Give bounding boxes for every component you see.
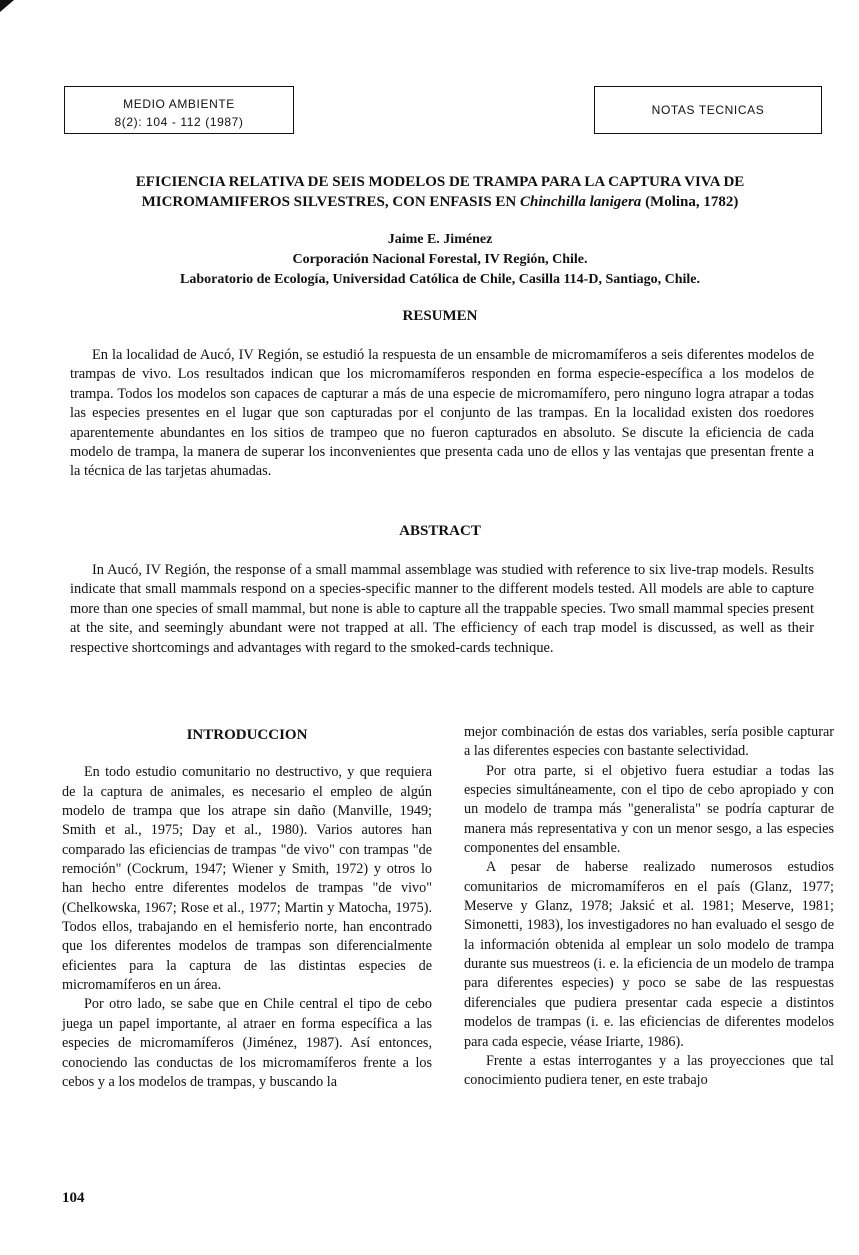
title-line-2-suffix: (Molina, 1782): [641, 194, 739, 210]
journal-citation-box: [64, 86, 294, 134]
author-affiliation-2: Laboratorio de Ecología, Universidad Católica de Chile, Casilla 114-D, Santiago, Chile.: [180, 272, 700, 287]
intro-paragraph-1: En todo estudio comunitario no destructivo, y que requiera de la captura de animales, es necesario el empleo de algún modelo de trampa que los atrape sin daño (Manville, 1949; Smith et al., 1975; Day et al., 1980). Varios autores han comparado las eficiencias de trampas "de vivo" con trampas "de remoción" (Cockrum, 1947; Wiener y Smith, 1972) y otros lo han hecho entre diferentes modelos de trampas "de vivo" (Chelkowska, 1967; Rose et al., 1977; Martin y Matocha, 1975). Todos ellos, trabajando en el hemisferio norte, han encontrado que los diferentes modelos de trampas son diferencialmente eficientes para la captura de las distintas especies de micromamíferos en un área.: [62, 764, 432, 994]
journal-name: MEDIO AMBIENTE: [123, 97, 235, 111]
title-line-2-prefix: MICROMAMIFEROS SILVESTRES, CON ENFASIS EN: [141, 194, 521, 210]
intro-paragraph-5: A pesar de haberse realizado numerosos estudios comunitarios de micromamíferos en el país (Glanz, 1977; Meserve y Glanz, 1978; Jaksić et al. 1981; Meserve, 1981; Simonetti, 1983), los investigadores no han evaluado el sesgo de la información obtenida al emplear un solo modelo de trampa durante sus muestreos (i. e. la eficiencia de un modelo de trampa para diferentes especies) y poco se sabe de las respuestas diferenciales que pudiera presentar cada especie a distintos modelos de trampas (i. e. las eficiencias de diferentes modelos para cada especie, véase Iriarte, 1986).: [464, 859, 834, 1050]
resumen-text: En la localidad de Aucó, IV Región, se estudió la respuesta de un ensamble de micromamíferos a seis diferentes modelos de trampas de vivo. Los resultados indican que los micromamíferos responden en forma especie-específica a los modelos de trampa. Todos los modelos son capaces de capturar a más de una especie de micromamífero, pero ninguno logra atrapar a todas las especies presentes en el lugar que son capturadas por el conjunto de las trampas. En la localidad existen dos roedores aparentemente abundantes en los sitios de trampeo que no fueron capturados en absoluto. Se discute la eficiencia de cada modelo de trampa, la manera de superar los inconvenientes que presenta cada uno de ellos y las ventajas que presentan frente a la técnica de las tarjetas ahumadas.: [70, 347, 814, 480]
section-label: NOTAS TECNICAS: [651, 103, 765, 117]
resumen-heading: RESUMEN: [402, 308, 478, 324]
title-line-1: EFICIENCIA RELATIVA DE SEIS MODELOS DE TRAMPA PARA LA CAPTURA VIVA DE: [135, 174, 745, 190]
section-label-box: [594, 86, 822, 134]
intro-paragraph-3: mejor combinación de estas dos variables, sería posible capturar a las diferentes especies con bastante selectividad.: [464, 724, 834, 760]
intro-paragraph-2: Por otro lado, se sabe que en Chile central el tipo de cebo juega un papel importante, al atraer en forma específica a las especies de micromamíferos (Jiménez, 1987). Así entonces, conociendo las conductas de los micromamíferos frente a los cebos y a los modelos de trampas, y buscando la: [62, 996, 432, 1090]
author-name: Jaime E. Jiménez: [387, 232, 493, 247]
left-column: [62, 722, 432, 1092]
title-line-2: [40, 192, 840, 212]
intro-paragraph-6: Frente a estas interrogantes y a las proyecciones que tal conocimiento pudiera tener, en este trabajo: [464, 1052, 834, 1089]
author-block: [40, 230, 840, 290]
journal-volume: 8(2): 104 - 112 (1987): [114, 115, 244, 129]
species-name: Chinchilla lanigera: [520, 194, 642, 210]
author-affiliation-1: Corporación Nacional Forestal, IV Región, Chile.: [292, 252, 588, 267]
right-column: [464, 723, 834, 1091]
abstract-text: In Aucó, IV Región, the response of a small mammal assemblage was studied with reference to six live-trap models. Results indicate that small mammals respond on a species-specific manner to the different models tested. All models are able to capture more than one species of small mammal, but none is able to capture all the trappable species. Two small mammal species present at the site, and seemingly abundant were not trapped at all. The efficiency of each trap model is discussed, as well as their respective shortcomings and advantages with regard to the smoked-cards technique.: [70, 562, 814, 656]
page-corner-mark: [0, 0, 14, 12]
introduccion-heading: INTRODUCCION: [186, 727, 308, 743]
paper-title: [40, 172, 840, 212]
intro-paragraph-4: Por otra parte, si el objetivo fuera estudiar a todas las especies simultáneamente, con el tipo de cebo apropiado y con un modelo de trampa más "generalista" se podría capturar de manera más representativa y con un menor sesgo, a las especies componentes del ensamble.: [464, 762, 834, 857]
page-number: 104: [62, 1190, 85, 1206]
abstract-heading: ABSTRACT: [399, 523, 481, 539]
